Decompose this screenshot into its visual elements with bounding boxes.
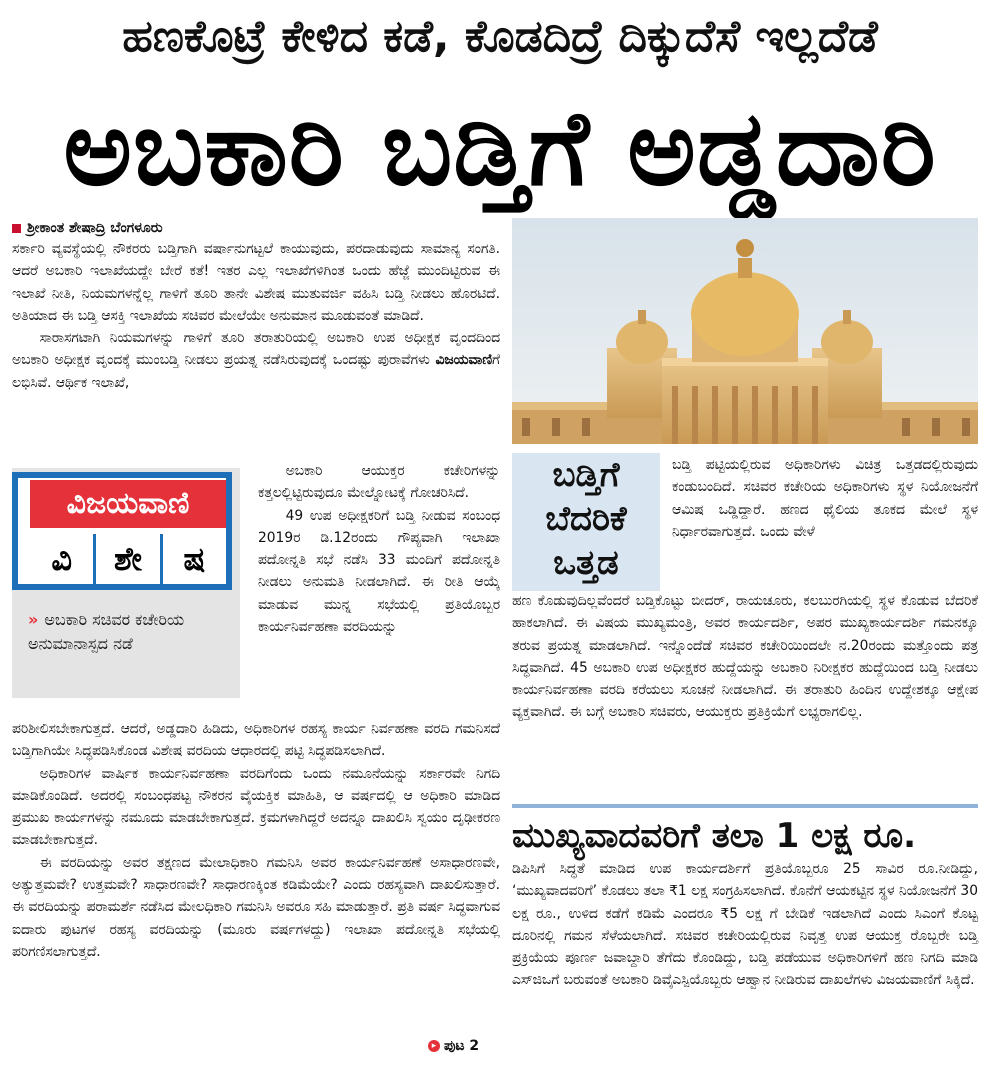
right-paragraph-2: ಹಣ ಕೊಡುವುದಿಲ್ಲವೆಂದರೆ ಬಡ್ತಿಕೊಟ್ಟು ಬೀದರ್, ರಾಯಚೂರು, ಕಲಬುರಗಿಯಲ್ಲಿ ಸ್ಥಳ ಕೊಡುವ ಬೆದರಿಕೆ ಹಾಕಲಾಗಿದೆ. ಈ ವಿಷಯ ಮುಖ್ಯಮಂತ್ರಿ, ಅವರ ಕಾರ್ಯದರ್ಶಿ, ಅಪರ ಮುಖ್ಯಕಾರ್ಯದರ್ಶಿ ಗಮನಕ್ಕೂ ತರುವ ಪ್ರಯತ್ನ ಮಾಡಲಾಗಿದೆ. ಇನ್ನೊಂದೆಡೆ ಸಚಿವರ ಕಚೇರಿಯಿಂದಲೇ ನ.20ರಂದು ಮತ್ತೊಂದು ಪತ್ರ ಸಿದ್ಧವಾಗಿದೆ. 45 ಅಬಕಾರಿ ಉಪ ಅಧೀಕ್ಷಕರ ಹುದ್ದೆಯನ್ನು ಅಬಕಾರಿ ನಿರೀಕ್ಷಕರ ಹುದ್ದೆಯಿಂದ ಬಡ್ತಿ ನೀಡಲು ಕಾರ್ಯನಿರ್ವಹಣಾ ವರದಿ ಕರೆಯಲು ಸೂಚನೆ ನೀಡಲಾಗಿದೆ. ಈ ತರಾತುರಿ ಹಿಂದಿನ ಉದ್ದೇಶಕ್ಕೂ ಆಕ್ಷೇಪ ವ್ಯಕ್ತವಾಗಿದೆ. ಈ ಬಗ್ಗೆ ಅಬಕಾರಿ ಸಚಿವರು, ಆಯುಕ್ತರು ಪ್ರತಿಕ್ರಿಯೆಗೆ ಲಭ್ಯರಾಗಲಿಲ್ಲ. bbox=[512, 593, 978, 721]
article-left-narrow bbox=[258, 460, 500, 638]
kicker-headline: ಹಣಕೊಟ್ರೆ ಕೇಳಿದ ಕಡೆ, ಕೊಡದಿದ್ರೆ ದಿಕ್ಕುದೆಸೆ ಇಲ್ಲದೆಡೆ bbox=[122, 11, 878, 62]
article-right-wide bbox=[512, 590, 978, 724]
continued-on-page[interactable] bbox=[428, 1036, 479, 1056]
continued-text: ಪುಟ 2 bbox=[444, 1038, 480, 1054]
paragraph-1: ಸರ್ಕಾರಿ ವ್ಯವಸ್ಥೆಯಲ್ಲಿ ನೌಕರರು ಬಡ್ತಿಗಾಗಿ ವರ್ಷಾನುಗಟ್ಟಲೆ ಕಾಯುವುದು, ಪರದಾಡುವುದು ಸಾಮಾನ್ಯ ಸಂಗತಿ. ಆದರೆ ಅಬಕಾರಿ ಇಲಾಖೆಯದ್ದೇ ಬೇರೆ ಕತೆ! ಇತರ ಎಲ್ಲ ಇಲಾಖೆಗಳಿಗಿಂತ ಒಂದು ಹೆಜ್ಜೆ ಮುಂದಿಟ್ಟಿರುವ ಈ ಇಲಾಖೆ ನೀತಿ, ನಿಯಮಗಳನ್ನೆಲ್ಲ ಗಾಳಿಗೆ ತೂರಿ ತಾನೇ ವಿಶೇಷ ಮುತುವರ್ಜಿ ವಹಿಸಿ ಬಡ್ತಿ ನೀಡಲು ಹೊರಟಿದೆ. ಅತಿಯಾದ ಈ ಬಡ್ತಿ ಆಸಕ್ತಿ ಇಲಾಖೆಯ ಸಚಿವರ ಮೇಲೆಯೇ ಅನುಮಾನ ಮೂಡುವಂತೆ ಮಾಡಿದೆ. bbox=[12, 241, 500, 324]
right-paragraph-1: ಬಡ್ತಿ ಪಟ್ಟಿಯಲ್ಲಿರುವ ಅಧಿಕಾರಿಗಳು ವಿಚಿತ್ರ ಒತ್ತಡದಲ್ಲಿರುವುದು ಕಂಡುಬಂದಿದೆ. ಸಚಿವರ ಕಚೇರಿಯ ಅಧಿಕಾರಿಗಳು ಸ್ಥಳ ನಿಯೋಜನೆಗೆ ಆಮಿಷ ಒಡ್ಡಿದ್ದಾರೆ. ಹಣದ ಥೈಲಿಯ ತೂಕದ ಮೇಲೆ ಸ್ಥಳ ನಿರ್ಧಾರವಾಗುತ್ತದೆ. ಒಂದು ವೇಳೆ bbox=[672, 457, 978, 540]
article-right-bottom bbox=[512, 858, 978, 992]
paragraph-narrow-1: ಅಬಕಾರಿ ಆಯುಕ್ತರ ಕಚೇರಿಗಳನ್ನು ಕತ್ತಲಲ್ಲಿಟ್ಟಿರುವುದೂ ಮೇಲ್ನೋಟಕ್ಕೆ ಗೋಚರಿಸಿದೆ. bbox=[258, 463, 500, 502]
chevron-right-icon: » bbox=[28, 610, 39, 629]
byline-square-icon bbox=[12, 224, 21, 233]
right-paragraph-3: ಡಿಪಿಸಿಗೆ ಸಿದ್ಧತೆ ಮಾಡಿದ ಉಪ ಕಾರ್ಯದರ್ಶಿಗೆ ಪ್ರತಿಯೊಬ್ಬರೂ 25 ಸಾವಿರ ರೂ.ನೀಡಿದ್ದು, ‘ಮುಖ್ಯವಾದವರಿಗೆ’ ಕೊಡಲು ತಲಾ ₹1 ಲಕ್ಷ ಸಂಗ್ರಹಿಸಲಾಗಿದೆ. ಕೊನೆಗೆ ಆಯಕಟ್ಟಿನ ಸ್ಥಳ ನಿಯೋಜನೆಗೆ 30 ಲಕ್ಷ ರೂ., ಉಳಿದ ಕಡೆಗೆ ಕಡಿಮೆ ಎಂದರೂ ₹5 ಲಕ್ಷ ಗೆ ಬೇಡಿಕೆ ಇಡಲಾಗಿದೆ ಎಂದು ಸಿಎಂಗೆ ಕೊಟ್ಟ ದೂರಿನಲ್ಲಿ ಗಮನ ಸೆಳೆಯಲಾಗಿದೆ. ಸಚಿವರ ಕಚೇರಿಯಲ್ಲಿರುವ ನಿವೃತ್ತ ಉಪ ಆಯುಕ್ತ ರೊಬ್ಬರೇ ಬಡ್ತಿ ಪ್ರಕ್ರಿಯೆಯ ಪೂರ್ಣ ಜವಾಬ್ದಾರಿ ತೆಗೆದು ಕೊಂಡಿದ್ದು, ಬಡ್ತಿ ಪಡೆಯುವ ಅಧಿಕಾರಿಗಳಿಗೆ ಹಣ ನಿಗದಿ ಮಾಡಿ ಎಸ್‌ಜಿಒಗೆ ಬರುವಂತೆ ಅಬಕಾರಿ ಡಿವೈಎಸ್ಪಿಯೊಬ್ಬರು ಆಹ್ವಾನ ನೀಡಿರುವ ದಾಖಲೆಗಳು ವಿಜಯವಾಣಿಗೆ ಸಿಕ್ಕಿದೆ. bbox=[512, 861, 978, 989]
arrow-right-icon: ▸ bbox=[428, 1040, 440, 1052]
promo-vishesha bbox=[30, 534, 226, 584]
subhead-box bbox=[512, 453, 660, 591]
paragraph-narrow-2: 49 ಉಪ ಅಧೀಕ್ಷಕರಿಗೆ ಬಡ್ತಿ ನೀಡುವ ಸಂಬಂಧ 2019ರ ಡಿ.12ರಂದು ಗೌಪ್ಯವಾಗಿ ಇಲಾಖಾ ಪದೋನ್ನತಿ ಸಭೆ ನಡೆಸಿ 33 ಮಂದಿಗೆ ಪದೋನ್ನತಿ ನೀಡಲು ಅನುಮತಿ ನೀಡಲಾಗಿದೆ. ಈ ರೀತಿ ಆಯ್ಕೆ ಮಾಡುವ ಮುನ್ನ ಸಭೆಯಲ್ಲಿ ಪ್ರತಿಯೊಬ್ಬರ ಕಾರ್ಯನಿರ್ವಹಣಾ ವರದಿಯನ್ನು bbox=[258, 507, 500, 636]
vidhana-soudha-photo bbox=[512, 218, 978, 444]
promo-item-text: ಅಬಕಾರಿ ಸಚಿವರ ಕಚೇರಿಯ ಅನುಮಾನಾಸ್ಪದ ನಡೆ bbox=[28, 610, 185, 653]
article-right-narrow bbox=[672, 454, 978, 543]
article-left-bottom bbox=[12, 718, 500, 963]
byline-text: ಶ್ರೀಕಾಂತ ಶೇಷಾದ್ರಿ ಬೆಂಗಳೂರು bbox=[27, 220, 163, 236]
main-headline: ಅಬಕಾರಿ ಬಡ್ತಿಗೆ ಅಡ್ಡದಾರಿ bbox=[63, 87, 937, 209]
paper-name-inline: ವಿಜಯವಾಣಿ bbox=[435, 352, 492, 369]
vishesha-letter: ಶೇ bbox=[93, 534, 159, 584]
vishesha-letter: ವಿ bbox=[51, 540, 72, 578]
byline bbox=[12, 218, 163, 238]
paragraph-2: ಸಾರಾಸಗಟಾಗಿ ನಿಯಮಗಳನ್ನು ಗಾಳಿಗೆ ತೂರಿ ತರಾತುರಿಯಲ್ಲಿ ಅಬಕಾರಿ ಉಪ ಅಧೀಕ್ಷಕ ವೃಂದದಿಂದ ಅಬಕಾರಿ ಅಧೀಕ್ಷಕ ವೃಂದಕ್ಕೆ ಮುಂಬಡ್ತಿ ನೀಡಲು ಪ್ರಯತ್ನ ನಡೆಸಿರುವುದಕ್ಕೆ ಒಂದಷ್ಟು ಪುರಾವೆಗಳು ವಿಜಯವಾಣಿಗೆ ಲಭಿಸಿವೆ. ಆರ್ಥಿಕ ಇಲಾಖೆ, bbox=[12, 330, 500, 391]
subhead-line: ಒತ್ತಡ bbox=[553, 543, 619, 583]
section-divider bbox=[512, 804, 978, 808]
subhead-2: ಮುಖ್ಯವಾದವರಿಗೆ ತಲಾ 1 ಲಕ್ಷ ರೂ. bbox=[512, 816, 917, 856]
subhead-line: ಬಡ್ತಿಗೆ bbox=[552, 455, 620, 495]
promo-item bbox=[28, 608, 233, 656]
promo-brand: ವಿಜಯವಾಣಿ bbox=[30, 480, 226, 528]
subhead-line: ಬೆದರಿಕೆ bbox=[545, 499, 627, 539]
paragraph-3: ಪರಿಶೀಲಿಸಬೇಕಾಗುತ್ತದೆ. ಆದರೆ, ಅಡ್ಡದಾರಿ ಹಿಡಿದು, ಅಧಿಕಾರಿಗಳ ರಹಸ್ಯ ಕಾರ್ಯ ನಿರ್ವಹಣಾ ವರದಿ ಗಮನಿಸದೆ ಬಡ್ತಿಗಾಗಿಯೇ ಸಿದ್ಧಪಡಿಸಿಕೊಂಡ ವಿಶೇಷ ವರದಿಯ ಆಧಾರದಲ್ಲಿ ಪಟ್ಟಿ ಸಿದ್ಧಪಡಿಸಲಾಗಿದೆ. bbox=[12, 721, 500, 760]
building-illustration bbox=[512, 218, 978, 444]
vishesha-letter: ಷ bbox=[160, 534, 226, 584]
article-left-top bbox=[12, 238, 500, 394]
paragraph-4: ಅಧಿಕಾರಿಗಳ ವಾರ್ಷಿಕ ಕಾರ್ಯನಿರ್ವಹಣಾ ವರದಿಗೆಂದು ಒಂದು ನಮೂನೆಯನ್ನು ಸರ್ಕಾರವೇ ನಿಗದಿ ಮಾಡಿಕೊಂಡಿದೆ. ಅದರಲ್ಲಿ ಸಂಬಂಧಪಟ್ಟ ನೌಕರನ ವೈಯಕ್ತಿಕ ಮಾಹಿತಿ, ಆ ವರ್ಷದಲ್ಲಿ ಆ ಅಧಿಕಾರಿ ಮಾಡಿದ ಪ್ರಮುಖ ಕಾರ್ಯಗಳನ್ನು ನಮೂದು ಮಾಡಬೇಕಾಗುತ್ತದೆ. ಕ್ರಮಗಳಾಗಿದ್ದರೆ ಅದನ್ನೂ ದಾಖಲಿಸಿ ಸ್ವಯಂ ದೃಢೀಕರಣ ಮಾಡಬೇಕಾಗುತ್ತದೆ. bbox=[12, 765, 500, 849]
paragraph-5: ಈ ವರದಿಯನ್ನು ಅವರ ತಕ್ಷಣದ ಮೇಲಾಧಿಕಾರಿ ಗಮನಿಸಿ ಅವರ ಕಾರ್ಯನಿರ್ವಹಣೆ ಅಸಾಧಾರಣವೇ, ಅತ್ಯುತ್ತಮವೇ? ಉತ್ತಮವೇ? ಸಾಧಾರಣವೇ? ಸಾಧಾರಣಕ್ಕಿಂತ ಕಡಿಮೆಯೇ? ಎಂದು ರಹಸ್ಯವಾಗಿ ದಾಖಲಿಸುತ್ತಾರೆ. ಈ ವರದಿಯನ್ನು ಪರಾಮರ್ಶೆ ನಡೆಸಿದ ಮೇಲಧಿಕಾರಿ ಗಮನಿಸಿ ಅವರೂ ಸಹಿ ಮಾಡುತ್ತಾರೆ. ಪ್ರತಿ ವರ್ಷ ಸಿದ್ಧವಾಗುವ ಐದಾರು ಪುಟಗಳ ರಹಸ್ಯ ವರದಿಯನ್ನು (ಮೂರು ವರ್ಷಗಳದ್ದು) ಇಲಾಖಾ ಪದೋನ್ನತಿ ಸಭೆಯಲ್ಲಿ ಪರಿಗಣಿಸಲಾಗುತ್ತದೆ. bbox=[12, 854, 500, 960]
